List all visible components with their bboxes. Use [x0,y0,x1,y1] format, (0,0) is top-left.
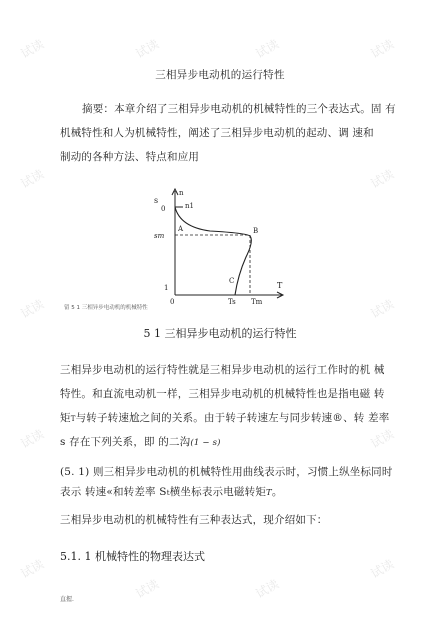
point-a-label: A [178,225,184,233]
tm-label: Tm [251,298,263,306]
body-p1-line-2: 特性。和直流电动机一样，三相异步电动机的机械特性也是指电磁 转 [60,388,385,400]
watermark-text: 试读 [18,556,47,581]
body-p2-line-2 [60,480,283,505]
n-axis-label: n [179,189,184,197]
abstract-line-1: 摘要：本章介绍了三相异步电动机的机械特性的三个表达式。固 有 [82,103,396,115]
watermark-text: 试读 [368,36,397,61]
watermark-text: 试读 [18,426,47,451]
watermark-text: 试读 [368,426,397,451]
text-fragment: 矩 [60,412,71,424]
body-p1-line-4 [60,430,221,455]
torque-symbol: T [266,488,272,498]
text-fragment: 。 [271,486,283,498]
abstract-line-2: 机械特性和人为机械特性，阐述了三相异步电动机的起动、调 速和 [60,127,374,139]
n1-label: n1 [185,202,194,210]
s-axis-label: s [154,196,159,205]
subscript: t [166,489,170,497]
watermark-text: 试读 [253,576,282,601]
abstract-line-3: 制动的各种方法、特点和应用 [60,151,200,163]
torque-symbol: T [70,415,76,423]
subsection-heading: 5.1. 1 机械特性的物理表达式 [60,550,205,563]
text-fragment: 横坐标表示电磁转矩 [169,486,267,498]
watermark-text: 试读 [18,36,47,61]
page-footer: 直握. [60,596,74,603]
t-axis-label: T [277,281,283,290]
ts-label: Ts [228,298,236,306]
watermark-text: 试读 [368,296,397,321]
text-fragment: s 存在下列关系，即 的二沟 [60,436,191,448]
page-title: 三相异步电动机的运行特性 [155,69,285,81]
formula-fragment: (1 − s) [190,438,221,448]
watermark-text: 试读 [368,556,397,581]
watermark-text: 试读 [18,166,47,191]
watermark-text: 试读 [18,296,47,321]
watermark-text: 试读 [133,36,162,61]
watermark-text: 试读 [253,36,282,61]
text-fragment: 与转子转速尬之间的关系。由于转子转速左与同步转速®、转 差率 [75,412,390,424]
body-p2-line-1: (5. 1) 则三相异步电动机的机械特性用曲线表示时，习惯上纵坐标同时 [60,466,393,478]
body-p1-line-3 [60,406,389,431]
watermark-text: 试读 [368,166,397,191]
watermark-text: 试读 [133,576,162,601]
mechanical-characteristic-figure [150,183,290,307]
figure-caption: 留 5 1 三相异步电动机的机械特性 [64,305,148,311]
body-p3: 三相异步电动机的机械特性有三种表达式，现介绍如下： [60,514,328,526]
point-b-label: B [253,227,259,235]
zero-top-label: 0 [161,205,166,213]
section-title: 5 1 三相异步电动机的运行特性 [143,327,297,340]
text-fragment: 表示 转速«和转差率 S [60,486,167,498]
origin-label: 0 [170,298,175,306]
body-p1-line-1: 三相异步电动机的运行特性就是三相异步电动机的运行工作时的机 械 [60,364,385,376]
torque-speed-curve [175,207,251,295]
sm-label: sm [154,232,165,240]
one-label: 1 [164,284,169,292]
point-c-label: C [229,277,235,285]
